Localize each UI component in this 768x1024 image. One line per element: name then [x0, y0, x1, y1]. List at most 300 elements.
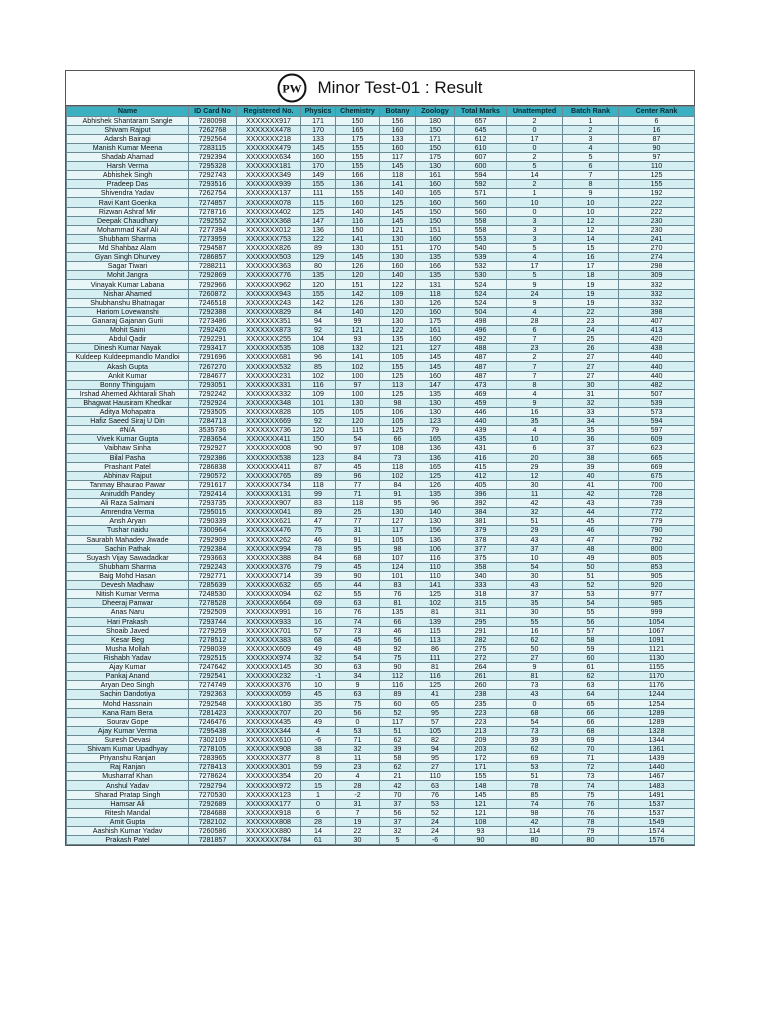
table-cell: 7291696: [189, 353, 237, 362]
table-cell: 155: [336, 152, 380, 161]
table-cell: 171: [455, 763, 507, 772]
table-cell: 145: [380, 162, 416, 171]
table-cell: 125: [380, 426, 416, 435]
table-row: [67, 681, 695, 690]
table-cell: 130: [380, 234, 416, 243]
table-cell: 1537: [619, 799, 695, 808]
table-cell: 117: [380, 717, 416, 726]
table-cell: 44: [336, 581, 380, 590]
table-row: [67, 380, 695, 389]
table-cell: 2: [507, 116, 563, 125]
table-row: [67, 763, 695, 772]
table-cell: 116: [336, 216, 380, 225]
table-cell: 7278105: [189, 745, 237, 754]
table-cell: 592: [455, 180, 507, 189]
student-name-cell: Bonny Thingujam: [67, 380, 189, 389]
table-cell: 42: [563, 489, 619, 498]
student-name-cell: Prashant Patel: [67, 462, 189, 471]
table-cell: 7283654: [189, 435, 237, 444]
table-row: [67, 553, 695, 562]
table-cell: 7298039: [189, 644, 237, 653]
table-cell: 7277394: [189, 225, 237, 234]
table-cell: 594: [619, 417, 695, 426]
table-cell: 87: [619, 134, 695, 143]
table-cell: 66: [563, 708, 619, 717]
table-cell: 0: [336, 717, 380, 726]
table-cell: 100: [336, 371, 380, 380]
table-cell: 4: [563, 143, 619, 152]
table-row: [67, 398, 695, 407]
table-cell: 110: [416, 571, 455, 580]
table-cell: XXXXXXX476: [237, 526, 301, 535]
table-cell: 291: [455, 626, 507, 635]
table-cell: 40: [563, 471, 619, 480]
table-cell: 295: [455, 617, 507, 626]
table-cell: 440: [619, 353, 695, 362]
table-cell: XXXXXXX974: [237, 653, 301, 662]
table-cell: -6: [301, 735, 336, 744]
table-cell: 264: [455, 663, 507, 672]
table-cell: 779: [619, 517, 695, 526]
table-cell: 315: [455, 599, 507, 608]
table-cell: 532: [455, 262, 507, 271]
table-row: [67, 307, 695, 316]
table-cell: 69: [563, 735, 619, 744]
table-cell: 50: [563, 562, 619, 571]
table-cell: 7274749: [189, 681, 237, 690]
table-cell: XXXXXXX145: [237, 663, 301, 672]
table-cell: 43: [563, 499, 619, 508]
table-cell: 438: [619, 344, 695, 353]
table-cell: 135: [380, 335, 416, 344]
table-cell: 573: [619, 408, 695, 417]
table-cell: 118: [380, 462, 416, 471]
student-name-cell: Aryan Deo Singh: [67, 681, 189, 690]
student-name-cell: Ritesh Mandal: [67, 808, 189, 817]
table-row: [67, 262, 695, 271]
table-cell: 151: [416, 225, 455, 234]
table-cell: 24: [507, 289, 563, 298]
table-cell: 10: [507, 198, 563, 207]
table-cell: 7292909: [189, 535, 237, 544]
table-cell: 600: [455, 162, 507, 171]
table-cell: 135: [380, 608, 416, 617]
table-row: [67, 544, 695, 553]
table-cell: 7300964: [189, 526, 237, 535]
table-cell: 120: [301, 426, 336, 435]
table-cell: 30: [301, 663, 336, 672]
table-cell: 36: [563, 435, 619, 444]
table-cell: 7292388: [189, 307, 237, 316]
table-cell: 9: [507, 398, 563, 407]
student-name-cell: Abdul Qadir: [67, 335, 189, 344]
table-cell: 106: [380, 408, 416, 417]
table-cell: XXXXXXX669: [237, 417, 301, 426]
table-cell: 439: [455, 426, 507, 435]
table-cell: 118: [416, 289, 455, 298]
table-cell: 126: [336, 262, 380, 271]
table-cell: 539: [619, 398, 695, 407]
table-cell: 116: [380, 681, 416, 690]
student-name-cell: Dinesh Kumar Nayak: [67, 344, 189, 353]
table-cell: 7290572: [189, 471, 237, 480]
table-cell: 1054: [619, 617, 695, 626]
table-cell: 7278716: [189, 207, 237, 216]
table-cell: 136: [336, 180, 380, 189]
student-name-cell: Adarsh Bairagi: [67, 134, 189, 143]
table-cell: 65: [301, 581, 336, 590]
student-name-cell: Suyash Vijay Sawadadkar: [67, 553, 189, 562]
table-row: [67, 617, 695, 626]
table-cell: 1: [563, 116, 619, 125]
table-cell: 91: [380, 489, 416, 498]
table-cell: 407: [619, 316, 695, 325]
table-cell: 1: [507, 189, 563, 198]
table-cell: 48: [563, 544, 619, 553]
table-row: [67, 253, 695, 262]
table-row: [67, 781, 695, 790]
student-name-cell: Shubham Sharma: [67, 234, 189, 243]
table-cell: 115: [416, 626, 455, 635]
table-cell: 60: [563, 653, 619, 662]
table-cell: 772: [619, 508, 695, 517]
table-cell: 115: [336, 426, 380, 435]
table-cell: 62: [380, 735, 416, 744]
table-cell: 57: [416, 717, 455, 726]
table-cell: 155: [301, 180, 336, 189]
table-cell: 7293735: [189, 499, 237, 508]
table-cell: 1176: [619, 681, 695, 690]
table-cell: 84: [380, 480, 416, 489]
table-cell: XXXXXXX376: [237, 562, 301, 571]
table-cell: 853: [619, 562, 695, 571]
table-cell: 413: [619, 326, 695, 335]
student-name-cell: Aashish Kumar Yadav: [67, 827, 189, 836]
table-cell: 123: [301, 453, 336, 462]
table-cell: 62: [380, 763, 416, 772]
student-name-cell: Mohammad Kaif Ali: [67, 225, 189, 234]
table-cell: 71: [563, 754, 619, 763]
sheet-header: [66, 71, 694, 106]
table-cell: 130: [380, 253, 416, 262]
table-cell: 23: [507, 344, 563, 353]
table-cell: 126: [416, 480, 455, 489]
table-cell: 125: [380, 371, 416, 380]
table-row: [67, 489, 695, 498]
table-cell: 133: [301, 134, 336, 143]
table-cell: 51: [507, 772, 563, 781]
table-cell: 54: [336, 653, 380, 662]
table-cell: 1439: [619, 754, 695, 763]
table-cell: 171: [416, 134, 455, 143]
student-name-cell: Shubhanshu Bhatnagar: [67, 298, 189, 307]
table-cell: 118: [380, 171, 416, 180]
table-row: [67, 790, 695, 799]
table-cell: 170: [301, 125, 336, 134]
table-cell: 155: [336, 162, 380, 171]
table-cell: 645: [455, 125, 507, 134]
table-cell: 607: [455, 152, 507, 161]
table-cell: 405: [455, 480, 507, 489]
student-name-cell: Nitish Kumar Verma: [67, 590, 189, 599]
table-cell: 977: [619, 590, 695, 599]
table-cell: -2: [336, 790, 380, 799]
table-row: [67, 590, 695, 599]
table-cell: 165: [416, 435, 455, 444]
column-header: ID Card No: [189, 107, 237, 117]
table-cell: 20: [507, 453, 563, 462]
table-cell: 121: [380, 225, 416, 234]
table-cell: 92: [301, 417, 336, 426]
table-cell: 37: [507, 590, 563, 599]
table-row: [67, 298, 695, 307]
table-cell: 222: [619, 198, 695, 207]
table-cell: 97: [336, 380, 380, 389]
table-cell: 30: [507, 571, 563, 580]
table-cell: 149: [301, 171, 336, 180]
table-cell: 7260872: [189, 289, 237, 298]
table-cell: 151: [336, 280, 380, 289]
table-cell: 19: [563, 280, 619, 289]
table-cell: 1491: [619, 790, 695, 799]
table-cell: 223: [455, 708, 507, 717]
table-cell: 89: [380, 690, 416, 699]
table-cell: 147: [301, 216, 336, 225]
table-cell: 27: [507, 653, 563, 662]
table-cell: 358: [455, 562, 507, 571]
student-name-cell: Anas Naru: [67, 608, 189, 617]
table-cell: XXXXXXX736: [237, 426, 301, 435]
table-cell: 31: [336, 799, 380, 808]
table-cell: 7273486: [189, 316, 237, 325]
table-row: [67, 189, 695, 198]
table-cell: 136: [416, 444, 455, 453]
table-cell: XXXXXXX701: [237, 626, 301, 635]
table-cell: XXXXXXX348: [237, 398, 301, 407]
table-cell: 83: [301, 499, 336, 508]
table-cell: 76: [563, 799, 619, 808]
table-row: [67, 216, 695, 225]
table-cell: 81: [416, 608, 455, 617]
table-cell: 7293663: [189, 553, 237, 562]
table-cell: 78: [301, 544, 336, 553]
student-name-cell: Aniruddh Pandey: [67, 489, 189, 498]
student-name-cell: Amrendra Verma: [67, 508, 189, 517]
table-row: [67, 116, 695, 125]
student-name-cell: Mohd Hassnain: [67, 699, 189, 708]
table-cell: 37: [563, 444, 619, 453]
table-cell: 35: [563, 426, 619, 435]
table-cell: XXXXXXX012: [237, 225, 301, 234]
table-cell: 155: [380, 362, 416, 371]
table-cell: 62: [563, 672, 619, 681]
student-name-cell: Tushar naidu: [67, 526, 189, 535]
column-header: Unattempted: [507, 107, 563, 117]
table-cell: 7248530: [189, 590, 237, 599]
table-cell: 39: [380, 745, 416, 754]
table-cell: XXXXXXX137: [237, 189, 301, 198]
student-name-cell: Abhishek Shantaram Sangle: [67, 116, 189, 125]
table-cell: 16: [301, 617, 336, 626]
table-cell: 129: [301, 253, 336, 262]
table-row: [67, 453, 695, 462]
table-cell: 440: [619, 362, 695, 371]
table-cell: 19: [563, 298, 619, 307]
table-cell: 70: [563, 745, 619, 754]
table-row: [67, 198, 695, 207]
table-cell: 612: [455, 134, 507, 143]
table-cell: 379: [455, 526, 507, 535]
table-cell: 59: [301, 763, 336, 772]
table-cell: 150: [301, 435, 336, 444]
table-cell: 8: [301, 754, 336, 763]
table-cell: 52: [380, 708, 416, 717]
table-cell: 135: [416, 489, 455, 498]
table-cell: 230: [619, 216, 695, 225]
table-cell: 7292966: [189, 280, 237, 289]
table-cell: 7286838: [189, 462, 237, 471]
table-cell: XXXXXXX255: [237, 335, 301, 344]
table-cell: 81: [416, 663, 455, 672]
table-cell: 53: [336, 726, 380, 735]
table-cell: 121: [336, 326, 380, 335]
table-cell: 1549: [619, 817, 695, 826]
table-cell: 999: [619, 608, 695, 617]
table-cell: 16: [507, 408, 563, 417]
table-cell: 34: [336, 672, 380, 681]
table-cell: 172: [455, 754, 507, 763]
table-cell: 7292394: [189, 152, 237, 161]
table-cell: 459: [455, 398, 507, 407]
student-name-cell: Ankit Kumar: [67, 371, 189, 380]
table-cell: 7295328: [189, 162, 237, 171]
table-cell: 7292386: [189, 453, 237, 462]
table-cell: 105: [416, 726, 455, 735]
table-cell: 28: [507, 316, 563, 325]
table-cell: 594: [455, 171, 507, 180]
table-cell: XXXXXXX621: [237, 517, 301, 526]
table-cell: 175: [336, 134, 380, 143]
table-cell: XXXXXXX632: [237, 581, 301, 590]
table-cell: 31: [563, 389, 619, 398]
table-cell: 170: [416, 244, 455, 253]
table-cell: 68: [507, 708, 563, 717]
table-cell: 127: [416, 344, 455, 353]
table-cell: 209: [455, 735, 507, 744]
table-cell: 136: [301, 225, 336, 234]
table-cell: 272: [455, 653, 507, 662]
table-row: [67, 653, 695, 662]
table-cell: XXXXXXX388: [237, 553, 301, 562]
table-cell: XXXXXXX008: [237, 444, 301, 453]
table-cell: 49: [563, 553, 619, 562]
table-cell: 142: [336, 289, 380, 298]
table-cell: 81: [380, 599, 416, 608]
student-name-cell: Sharad Pratap Singh: [67, 790, 189, 799]
table-cell: 118: [301, 480, 336, 489]
table-cell: 7292291: [189, 335, 237, 344]
table-row: [67, 280, 695, 289]
table-cell: 7: [507, 362, 563, 371]
table-cell: 7292426: [189, 326, 237, 335]
table-cell: 102: [416, 599, 455, 608]
student-name-cell: Aditya Mohapatra: [67, 408, 189, 417]
table-cell: 2: [507, 152, 563, 161]
table-cell: 112: [380, 672, 416, 681]
table-cell: 7281423: [189, 708, 237, 717]
student-name-cell: Pradeep Das: [67, 180, 189, 189]
table-cell: 539: [455, 253, 507, 262]
table-cell: 156: [416, 526, 455, 535]
table-cell: 700: [619, 480, 695, 489]
table-cell: 10: [301, 681, 336, 690]
table-cell: 141: [416, 581, 455, 590]
table-row: [67, 526, 695, 535]
student-name-cell: Ravi Kant Goenka: [67, 198, 189, 207]
table-cell: 56: [336, 708, 380, 717]
student-name-cell: Ajay Kumar Verma: [67, 726, 189, 735]
student-name-cell: Harsh Verma: [67, 162, 189, 171]
table-cell: 30: [507, 480, 563, 489]
table-row: [67, 271, 695, 280]
table-cell: 96: [416, 499, 455, 508]
table-cell: 10: [507, 553, 563, 562]
table-cell: 76: [336, 608, 380, 617]
table-cell: 53: [416, 799, 455, 808]
table-cell: 49: [301, 717, 336, 726]
table-row: [67, 344, 695, 353]
table-cell: 54: [507, 562, 563, 571]
student-name-cell: #N/A: [67, 426, 189, 435]
table-cell: XXXXXXX707: [237, 708, 301, 717]
table-row: [67, 717, 695, 726]
table-row: [67, 207, 695, 216]
table-cell: 20: [301, 708, 336, 717]
table-cell: 230: [619, 225, 695, 234]
table-cell: 108: [380, 444, 416, 453]
table-cell: 25: [563, 335, 619, 344]
table-cell: 45: [336, 635, 380, 644]
student-name-cell: Rishabh Yadav: [67, 653, 189, 662]
student-name-cell: Hamsar Ali: [67, 799, 189, 808]
table-cell: XXXXXXX880: [237, 827, 301, 836]
table-cell: 125: [619, 171, 695, 180]
table-cell: 39: [563, 462, 619, 471]
table-cell: XXXXXXX301: [237, 763, 301, 772]
table-cell: 30: [507, 608, 563, 617]
table-cell: 487: [455, 371, 507, 380]
table-cell: 148: [455, 781, 507, 790]
table-cell: 150: [336, 225, 380, 234]
table-cell: 75: [563, 790, 619, 799]
table-cell: 20: [301, 772, 336, 781]
table-row: [67, 316, 695, 325]
table-row: [67, 571, 695, 580]
table-cell: 10: [563, 207, 619, 216]
table-cell: 41: [563, 480, 619, 489]
table-cell: 76: [380, 590, 416, 599]
table-cell: 524: [455, 280, 507, 289]
table-cell: XXXXXXX610: [237, 735, 301, 744]
table-cell: 17: [507, 134, 563, 143]
table-cell: 3: [507, 234, 563, 243]
table-cell: 160: [416, 307, 455, 316]
table-cell: 126: [336, 298, 380, 307]
table-cell: 114: [507, 827, 563, 836]
student-name-cell: Manish Kumar Meena: [67, 143, 189, 152]
table-cell: 101: [380, 571, 416, 580]
table-cell: 141: [336, 353, 380, 362]
